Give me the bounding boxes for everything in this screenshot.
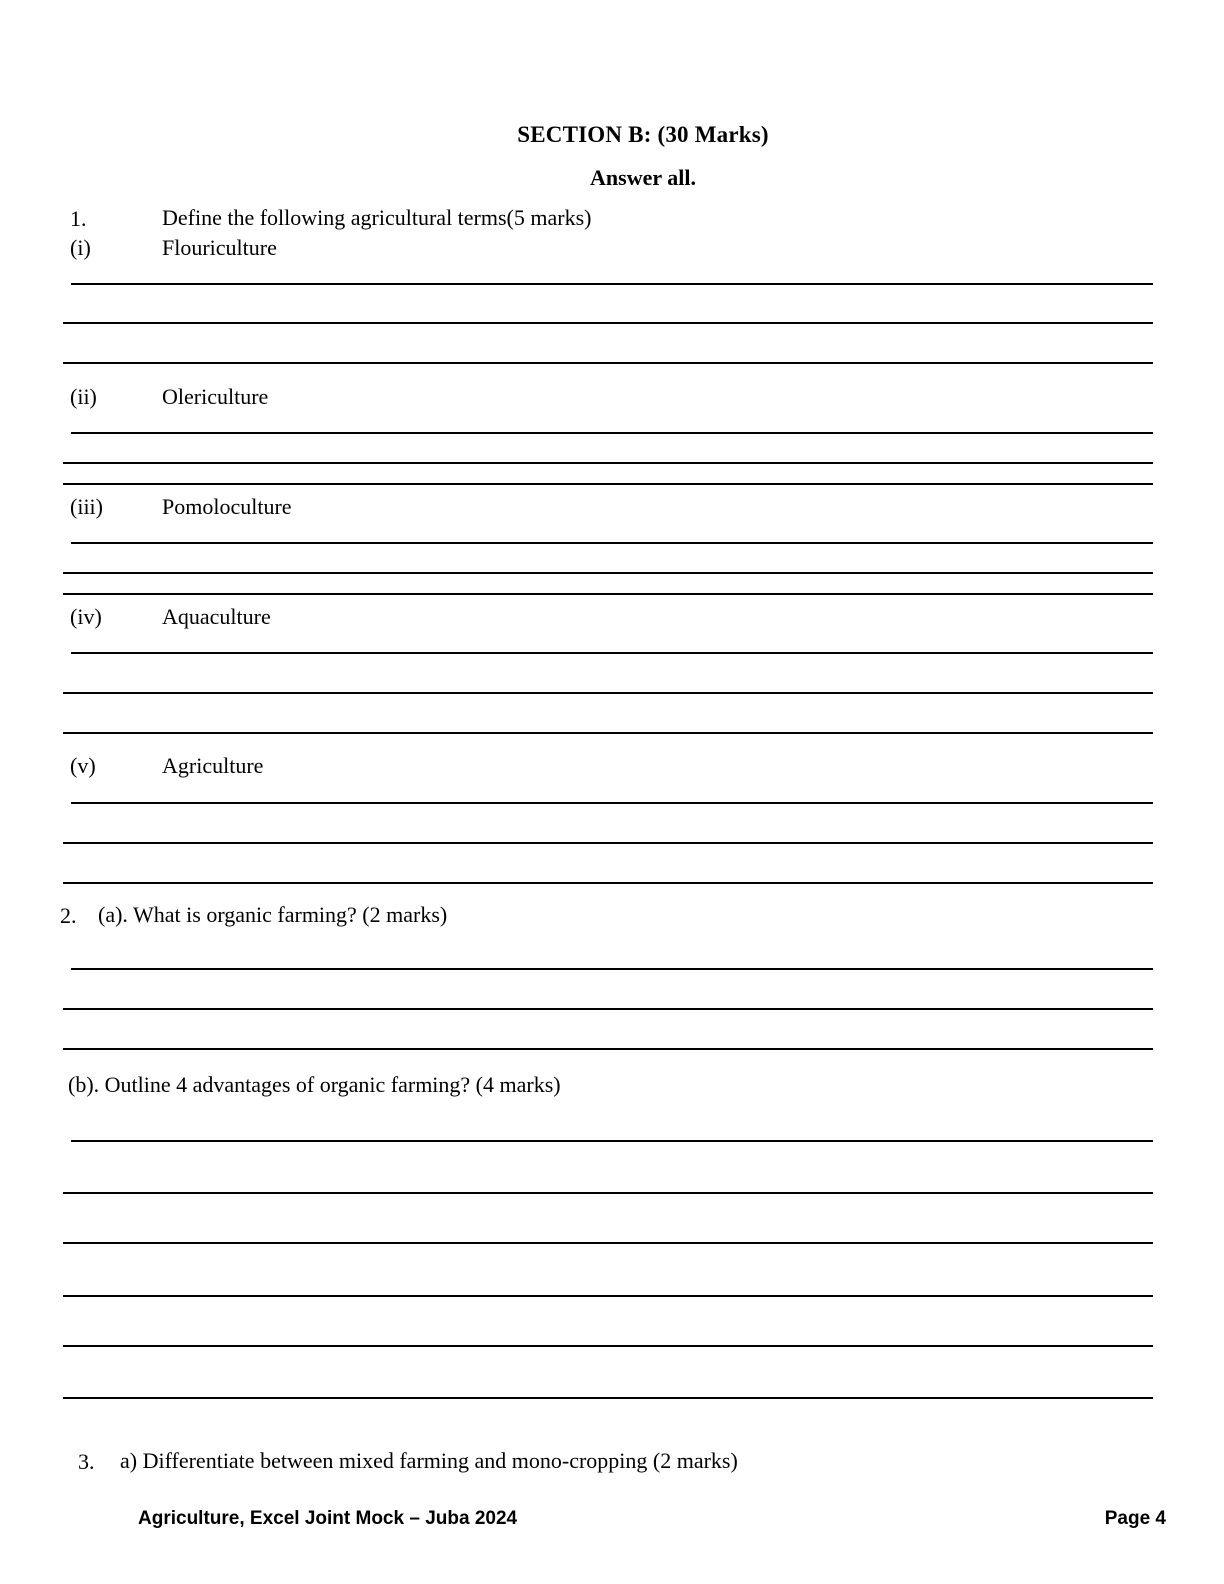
question-2-number: 2. (60, 903, 77, 928)
sub-item-label-ii: (ii) (70, 384, 97, 409)
answer-line[interactable] (63, 362, 1153, 364)
sub-item-term-olericulture: Olericulture (162, 384, 269, 409)
footer-page-number: Page 4 (1104, 1508, 1166, 1529)
question-1-prompt: Define the following agricultural terms(5 marks) (162, 205, 592, 230)
answer-line[interactable] (63, 732, 1153, 734)
question-3a-prompt: a) Differentiate between mixed farming and mono-cropping (2 marks) (120, 1448, 738, 1473)
question-3-number: 3. (78, 1449, 95, 1474)
answer-line[interactable] (71, 283, 1153, 285)
answer-line[interactable] (63, 1345, 1153, 1347)
sub-item-term-agriculture: Agriculture (162, 753, 264, 778)
answer-line[interactable] (71, 968, 1153, 970)
answer-line[interactable] (63, 572, 1153, 574)
answer-line[interactable] (63, 1295, 1153, 1297)
answer-line[interactable] (63, 322, 1153, 324)
answer-line[interactable] (71, 432, 1153, 434)
answer-line[interactable] (63, 1008, 1153, 1010)
sub-item-term-aquaculture: Aquaculture (162, 604, 271, 629)
answer-line[interactable] (71, 1140, 1153, 1142)
page-title: SECTION B: (30 Marks) (517, 122, 769, 147)
answer-line[interactable] (63, 1397, 1153, 1399)
answer-line[interactable] (63, 842, 1153, 844)
answer-line[interactable] (63, 483, 1153, 485)
answer-line[interactable] (63, 1048, 1153, 1050)
question-1-number: 1. (70, 206, 87, 231)
sub-item-term-pomoloculture: Pomoloculture (162, 494, 292, 519)
sub-item-label-iii: (iii) (70, 494, 103, 519)
answer-line[interactable] (71, 652, 1153, 654)
instruction-answer-all: Answer all. (590, 165, 696, 190)
sub-item-label-i: (i) (70, 235, 91, 260)
sub-item-label-v: (v) (70, 753, 96, 778)
answer-line[interactable] (63, 593, 1153, 595)
answer-line[interactable] (63, 462, 1153, 464)
answer-line[interactable] (63, 1242, 1153, 1244)
question-2a-prompt: (a). What is organic farming? (2 marks) (98, 902, 448, 927)
answer-line[interactable] (63, 1192, 1153, 1194)
answer-line[interactable] (71, 542, 1153, 544)
answer-line[interactable] (63, 882, 1153, 884)
question-2b-prompt: (b). Outline 4 advantages of organic farming? (4 marks) (68, 1072, 561, 1097)
answer-line[interactable] (63, 692, 1153, 694)
sub-item-label-iv: (iv) (70, 604, 102, 629)
footer-exam-title: Agriculture, Excel Joint Mock – Juba 2024 (138, 1508, 518, 1529)
answer-line[interactable] (71, 802, 1153, 804)
sub-item-term-flouriculture: Flouriculture (162, 235, 277, 260)
